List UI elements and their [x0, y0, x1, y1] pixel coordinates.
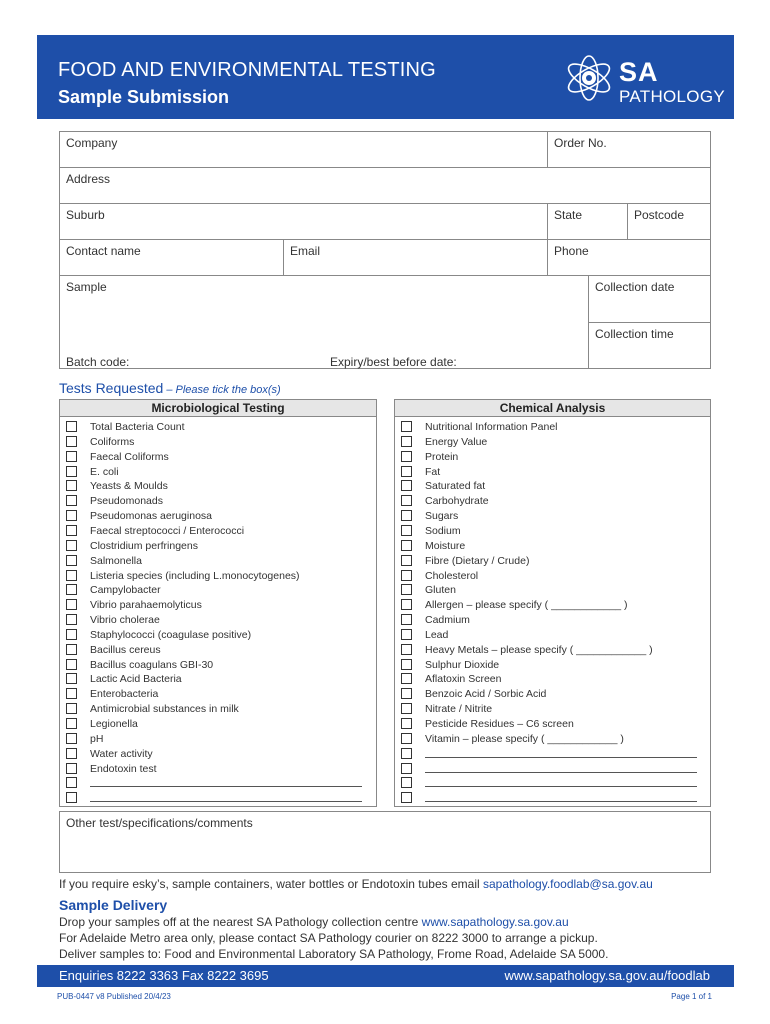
micro-test-checkbox[interactable] — [66, 659, 77, 670]
micro-test-checkbox[interactable] — [66, 792, 77, 803]
chem-test-label: Lead — [425, 628, 449, 641]
micro-test-checkbox[interactable] — [66, 421, 77, 432]
chem-test-checkbox[interactable] — [401, 540, 412, 551]
chem-test-row — [401, 687, 701, 702]
postcode-label: Postcode — [634, 208, 685, 222]
micro-test-checkbox[interactable] — [66, 555, 77, 566]
blank-write-in-line[interactable] — [425, 786, 697, 787]
chem-test-label: Heavy Metals – please specify ( ____________ ) — [425, 643, 653, 656]
chem-test-label: Fibre (Dietary / Crude) — [425, 554, 530, 567]
micro-test-label: Endotoxin test — [90, 762, 157, 775]
chem-test-row — [401, 583, 701, 598]
micro-test-row — [66, 524, 366, 539]
logo-text-sa: SA — [619, 57, 659, 87]
chem-test-row — [401, 658, 701, 673]
chem-test-label: Sodium — [425, 524, 461, 537]
tests-heading-text: Tests Requested — [59, 380, 164, 396]
micro-test-checkbox[interactable] — [66, 733, 77, 744]
sample-delivery-heading: Sample Delivery — [59, 897, 168, 913]
foodlab-website-link[interactable]: www.sapathology.sa.gov.au/foodlab — [504, 968, 710, 983]
micro-test-label: Enterobacteria — [90, 688, 159, 701]
chem-test-row — [401, 569, 701, 584]
micro-test-label: Faecal streptococci / Enterococci — [90, 524, 245, 537]
esky-request-note — [59, 877, 653, 891]
chem-test-checkbox[interactable] — [401, 777, 412, 788]
phone-field[interactable] — [547, 239, 711, 276]
publication-info: PUB-0447 v8 Published 20/4/23 — [57, 992, 171, 1001]
micro-test-label: Pseudomonads — [90, 495, 163, 508]
micro-test-checkbox[interactable] — [66, 614, 77, 625]
chem-test-checkbox[interactable] — [401, 480, 412, 491]
chem-test-label: Allergen – please specify ( ____________ ) — [425, 599, 628, 612]
chem-test-row — [401, 420, 701, 435]
micro-test-label: E. coli — [90, 465, 119, 478]
chem-test-checkbox[interactable] — [401, 748, 412, 759]
micro-test-row — [66, 539, 366, 554]
micro-test-row — [66, 509, 366, 524]
micro-test-checkbox[interactable] — [66, 480, 77, 491]
collection-date-field[interactable] — [588, 275, 711, 323]
micro-test-row — [66, 628, 366, 643]
micro-test-row — [66, 658, 366, 673]
chem-test-checkbox[interactable] — [401, 614, 412, 625]
suburb-field[interactable] — [59, 203, 548, 240]
micro-test-label: Bacillus coagulans GBI-30 — [90, 658, 214, 671]
tests-requested-heading — [59, 380, 281, 396]
delivery-line-1 — [59, 915, 569, 929]
micro-test-row — [66, 672, 366, 687]
micro-test-row — [66, 747, 366, 762]
phone-label: Phone — [554, 244, 589, 258]
address-field[interactable] — [59, 167, 711, 204]
chem-test-label: Sugars — [425, 510, 459, 523]
micro-test-checkbox[interactable] — [66, 525, 77, 536]
micro-column — [59, 416, 377, 807]
chem-test-label: Aflatoxin Screen — [425, 673, 502, 686]
micro-test-label: pH — [90, 732, 104, 745]
micro-test-row — [66, 420, 366, 435]
chem-test-row — [401, 554, 701, 569]
chem-test-row — [401, 732, 701, 747]
chem-test-row — [401, 672, 701, 687]
email-label: Email — [290, 244, 321, 258]
micro-test-label: Vibrio parahaemolyticus — [90, 599, 202, 612]
micro-test-row — [66, 732, 366, 747]
chem-test-checkbox[interactable] — [401, 599, 412, 610]
chem-test-checkbox[interactable] — [401, 570, 412, 581]
chem-test-checkbox[interactable] — [401, 436, 412, 447]
micro-test-label: Faecal Coliforms — [90, 450, 169, 463]
micro-test-checkbox[interactable] — [66, 718, 77, 729]
postcode-field[interactable] — [627, 203, 711, 240]
micro-test-row — [66, 554, 366, 569]
delivery-line-3: Deliver samples to: Food and Environmental Laboratory SA Pathology, Frome Road, Adelaide SA 5000. — [59, 947, 609, 961]
micro-test-row — [66, 583, 366, 598]
chem-test-checkbox[interactable] — [401, 584, 412, 595]
micro-test-row — [66, 569, 366, 584]
micro-test-checkbox[interactable] — [66, 748, 77, 759]
micro-test-checkbox[interactable] — [66, 584, 77, 595]
chem-test-label: Cadmium — [425, 614, 470, 627]
company-label: Company — [66, 136, 118, 150]
micro-test-label: Clostridium perfringens — [90, 539, 198, 552]
chem-test-checkbox[interactable] — [401, 733, 412, 744]
blank-write-in-line[interactable] — [425, 757, 697, 758]
chem-test-label: Gluten — [425, 584, 456, 597]
chem-test-checkbox[interactable] — [401, 718, 412, 729]
micro-test-checkbox[interactable] — [66, 644, 77, 655]
micro-test-checkbox[interactable] — [66, 763, 77, 774]
micro-test-row — [66, 435, 366, 450]
atom-emblem-icon — [563, 51, 615, 103]
blank-write-in-line[interactable] — [425, 801, 697, 802]
micro-test-label: Total Bacteria Count — [90, 421, 185, 433]
micro-test-checkbox[interactable] — [66, 495, 77, 506]
state-field[interactable] — [547, 203, 628, 240]
foodlab-email-link[interactable]: sapathology.foodlab@sa.gov.au — [483, 877, 653, 891]
chem-column-header: Chemical Analysis — [394, 399, 711, 417]
chem-test-row — [401, 776, 701, 791]
chem-test-row — [401, 702, 701, 717]
esky-text: If you require esky’s, sample containers, water bottles or Endotoxin tubes email — [59, 877, 483, 891]
suburb-label: Suburb — [66, 208, 105, 222]
email-field[interactable] — [283, 239, 548, 276]
micro-test-label: Antimicrobial substances in milk — [90, 703, 239, 716]
micro-test-checkbox[interactable] — [66, 703, 77, 714]
micro-test-row — [66, 687, 366, 702]
micro-test-label: Yeasts & Moulds — [90, 480, 168, 493]
address-label: Address — [66, 172, 111, 186]
sapathology-website-link[interactable]: www.sapathology.sa.gov.au — [421, 915, 569, 929]
micro-test-row — [66, 494, 366, 509]
chem-test-row — [401, 791, 701, 806]
chem-test-row — [401, 747, 701, 762]
page-number: Page 1 of 1 — [671, 992, 712, 1001]
form-title: FOOD AND ENVIRONMENTAL TESTING — [58, 59, 436, 81]
micro-test-row — [66, 613, 366, 628]
enquiries-text: Enquiries 8222 3363 Fax 8222 3695 — [59, 968, 269, 983]
chem-test-label: Energy Value — [425, 435, 488, 448]
micro-test-label: Bacillus cereus — [90, 643, 161, 656]
contact-name-field[interactable] — [59, 239, 284, 276]
chem-test-label: Saturated fat — [425, 480, 486, 493]
micro-test-row — [66, 702, 366, 717]
comments-field[interactable] — [59, 811, 711, 873]
chem-test-checkbox[interactable] — [401, 555, 412, 566]
delivery-line-2: For Adelaide Metro area only, please contact SA Pathology courier on 8222 3000 to arrange a pickup. — [59, 931, 598, 945]
chem-test-checkbox[interactable] — [401, 510, 412, 521]
chem-test-label: Pesticide Residues – C6 screen — [425, 718, 574, 730]
micro-test-row — [66, 450, 366, 465]
company-field[interactable] — [59, 131, 548, 168]
chem-test-row — [401, 494, 701, 509]
micro-test-label: Water activity — [90, 747, 153, 760]
chem-test-row — [401, 539, 701, 554]
micro-test-checkbox[interactable] — [66, 466, 77, 477]
micro-test-checkbox[interactable] — [66, 777, 77, 788]
chem-test-checkbox[interactable] — [401, 688, 412, 699]
footer-banner — [37, 965, 734, 987]
chem-test-label: Vitamin – please specify ( ____________ ) — [425, 732, 624, 745]
chem-test-label: Nutritional Information Panel — [425, 421, 558, 433]
chem-test-checkbox[interactable] — [401, 466, 412, 477]
chem-test-checkbox[interactable] — [401, 451, 412, 462]
chem-test-label: Cholesterol — [425, 569, 479, 582]
chem-test-checkbox[interactable] — [401, 629, 412, 640]
header-banner — [37, 35, 734, 119]
chem-test-row — [401, 450, 701, 465]
micro-test-label: Campylobacter — [90, 584, 161, 597]
tests-heading-hint: – Please tick the box(s) — [163, 384, 281, 396]
chem-test-row — [401, 479, 701, 494]
state-label: State — [554, 208, 583, 222]
chem-test-label: Fat — [425, 465, 441, 478]
blank-write-in-line[interactable] — [90, 801, 362, 802]
chem-test-checkbox[interactable] — [401, 659, 412, 670]
expiry-label: Expiry/best before date: — [330, 355, 457, 369]
chem-test-row — [401, 628, 701, 643]
logo-text-pathology: PATHOLOGY — [619, 87, 725, 106]
micro-test-label: Legionella — [90, 718, 138, 730]
micro-test-label: Listeria species (including L.monocytogenes) — [90, 569, 300, 582]
collection-time-label: Collection time — [595, 327, 674, 341]
micro-test-label: Vibrio cholerae — [90, 614, 160, 627]
chem-test-checkbox[interactable] — [401, 673, 412, 684]
chem-test-checkbox[interactable] — [401, 644, 412, 655]
comments-label: Other test/specifications/comments — [66, 816, 253, 830]
chem-test-row — [401, 524, 701, 539]
blank-write-in-line[interactable] — [425, 772, 697, 773]
chem-test-checkbox[interactable] — [401, 763, 412, 774]
sample-field[interactable] — [59, 275, 589, 369]
micro-test-checkbox[interactable] — [66, 688, 77, 699]
sa-pathology-logo — [563, 51, 728, 109]
chem-test-row — [401, 717, 701, 732]
form-sheet — [37, 35, 734, 1010]
form-subtitle: Sample Submission — [58, 87, 230, 107]
micro-test-checkbox[interactable] — [66, 570, 77, 581]
chem-test-row — [401, 643, 701, 658]
micro-test-row — [66, 762, 366, 777]
chem-test-checkbox[interactable] — [401, 421, 412, 432]
micro-test-checkbox[interactable] — [66, 673, 77, 684]
chem-test-label: Benzoic Acid / Sorbic Acid — [425, 688, 547, 701]
chem-test-label: Nitrate / Nitrite — [425, 703, 493, 716]
micro-test-checkbox[interactable] — [66, 599, 77, 610]
chem-test-checkbox[interactable] — [401, 703, 412, 714]
order-no-label: Order No. — [554, 136, 607, 150]
chem-test-checkbox[interactable] — [401, 495, 412, 506]
micro-test-checkbox[interactable] — [66, 540, 77, 551]
chem-test-row — [401, 465, 701, 480]
collection-time-field[interactable] — [588, 322, 711, 369]
order-no-field[interactable] — [547, 131, 711, 168]
chem-test-label: Sulphur Dioxide — [425, 658, 500, 671]
sample-label: Sample — [66, 280, 107, 294]
chem-test-label: Carbohydrate — [425, 495, 489, 508]
chem-column — [394, 416, 711, 807]
micro-column-header: Microbiological Testing — [59, 399, 377, 417]
chem-test-row — [401, 598, 701, 613]
micro-test-label: Staphylococci (coagulase positive) — [90, 628, 252, 641]
micro-test-label: Salmonella — [90, 554, 142, 567]
micro-test-row — [66, 717, 366, 732]
contact-name-label: Contact name — [66, 244, 141, 258]
chem-test-checkbox[interactable] — [401, 525, 412, 536]
micro-test-label: Lactic Acid Bacteria — [90, 673, 182, 686]
micro-test-row — [66, 465, 366, 480]
micro-test-checkbox[interactable] — [66, 510, 77, 521]
micro-test-checkbox[interactable] — [66, 629, 77, 640]
micro-test-checkbox[interactable] — [66, 451, 77, 462]
micro-test-row — [66, 776, 366, 791]
micro-test-row — [66, 598, 366, 613]
chem-test-label: Moisture — [425, 539, 466, 552]
micro-test-row — [66, 791, 366, 806]
chem-test-row — [401, 435, 701, 450]
micro-test-row — [66, 643, 366, 658]
batch-code-label: Batch code: — [66, 355, 130, 369]
chem-test-row — [401, 509, 701, 524]
collection-date-label: Collection date — [595, 280, 675, 294]
chem-test-checkbox[interactable] — [401, 792, 412, 803]
micro-test-label: Pseudomonas aeruginosa — [90, 510, 213, 523]
blank-write-in-line[interactable] — [90, 786, 362, 787]
chem-test-label: Protein — [425, 450, 459, 463]
delivery-line-1-text: Drop your samples off at the nearest SA Pathology collection centre — [59, 915, 422, 929]
chem-test-row — [401, 762, 701, 777]
micro-test-checkbox[interactable] — [66, 436, 77, 447]
chem-test-row — [401, 613, 701, 628]
micro-test-row — [66, 479, 366, 494]
micro-test-label: Coliforms — [90, 435, 135, 448]
